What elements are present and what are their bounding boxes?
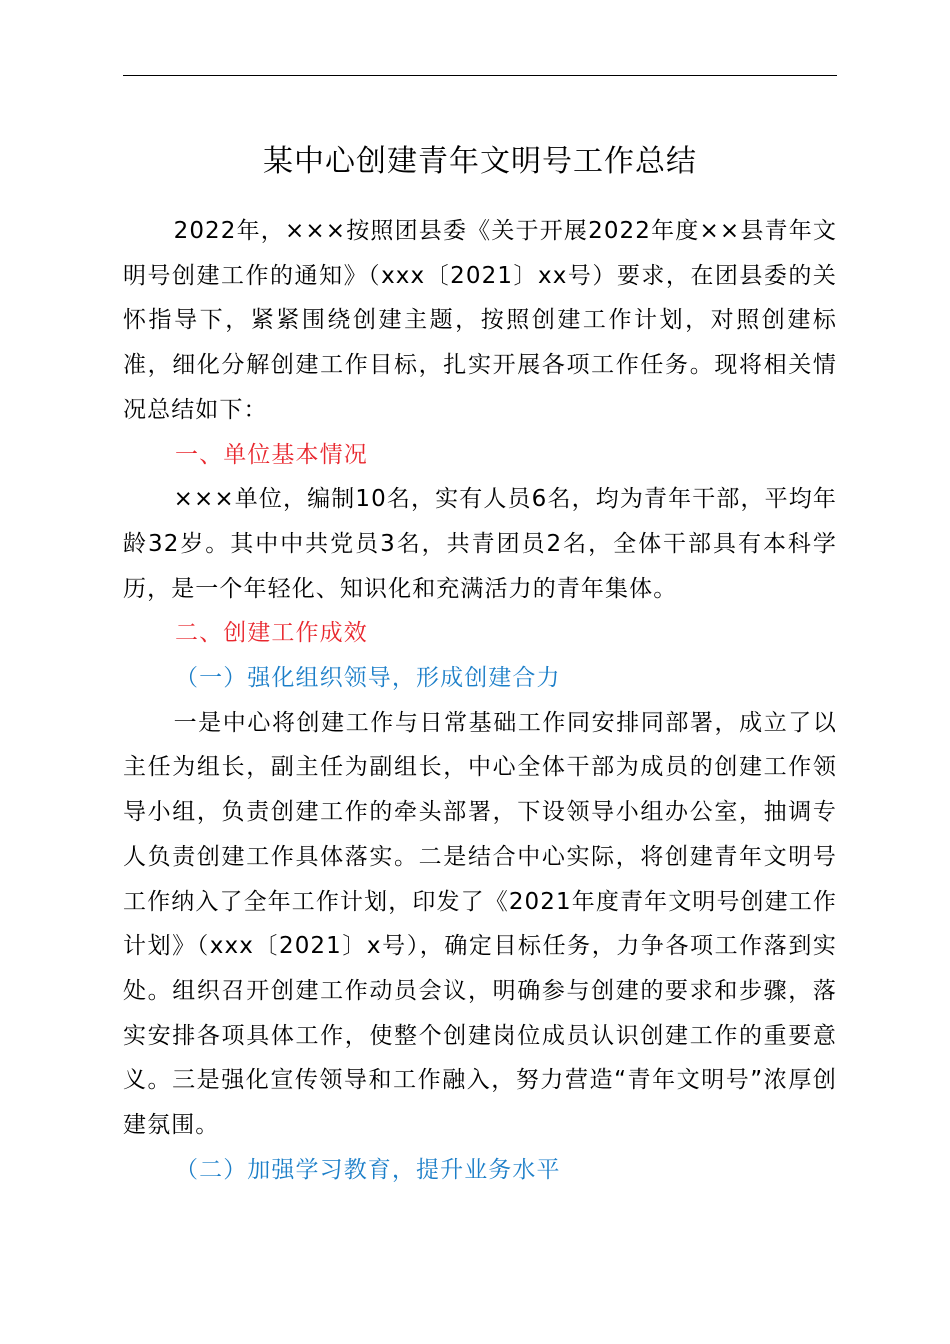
subsection-heading-leadership: （一）强化组织领导，形成创建合力 [175, 665, 561, 692]
section-heading-basic-info: 一、单位基本情况 [175, 441, 368, 468]
document-title: 某中心创建青年文明号工作总结 [263, 144, 697, 179]
document-body [123, 209, 837, 1192]
leadership-paragraph: 一是中心将创建工作与日常基础工作同安排同部署，成立了以主任为组长，副主任为副组长，中心全体干部为成员的创建工作领导小组，负责创建工作的牵头部署，下设领导小组办公室，抽调专人负责创建工作具体落实。二是结合中心实际，将创建青年文明号工作纳入了全年工作计划，印发了《2021年度青年文明号创建工作计划》（xxx〔2021〕x号），确定目标任务，力争各项工作落到实处。组织召开创建工作动员会议，明确参与创建的要求和步骤，落实安排各项具体工作，使整个创建岗位成员认识创建工作的重要意义。三是强化宣传领导和工作融入，努力营造“青年文明号”浓厚创建氛围。 [123, 709, 837, 1139]
section-heading-results: 二、创建工作成效 [175, 620, 368, 647]
subsection-heading-study: （二）加强学习教育，提升业务水平 [175, 1156, 561, 1183]
basic-info-paragraph: ×××单位，编制10名，实有人员6名，均为青年干部，平均年龄32岁。其中中共党员3名，共青团员2名，全体干部具有本科学历，是一个年轻化、知识化和充满活力的青年集体。 [123, 486, 837, 602]
intro-paragraph: 2022年，×××按照团县委《关于开展2022年度××县青年文明号创建工作的通知》（xxx〔2021〕xx号）要求，在团县委的关怀指导下，紧紧围绕创建主题，按照创建工作计划，对照创建标准，细化分解创建工作目标，扎实开展各项工作任务。现将相关情况总结如下： [123, 218, 837, 423]
header-rule [123, 75, 837, 76]
